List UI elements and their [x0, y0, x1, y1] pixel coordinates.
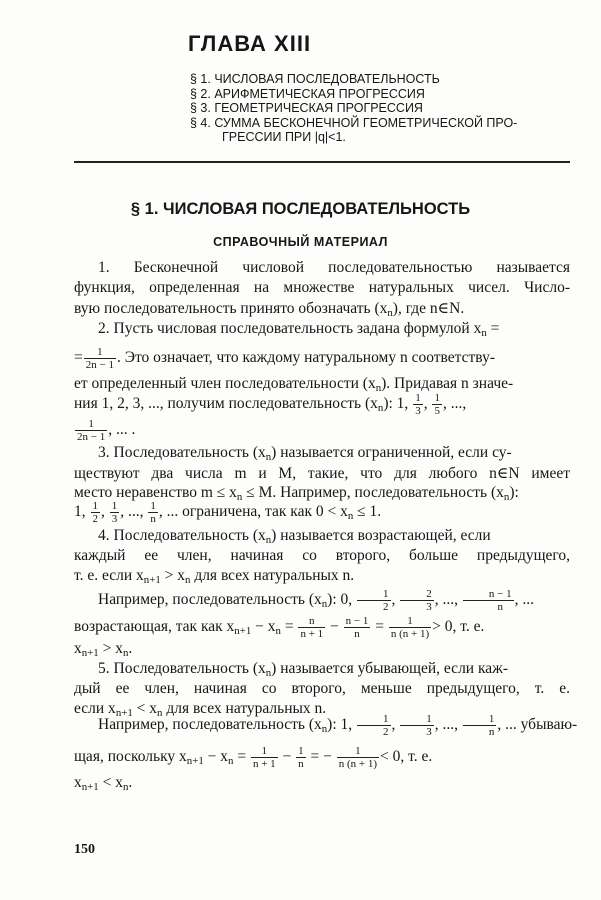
- p4-line: $x_{n+1} > x_n$.: [74, 640, 133, 659]
- p3-line: место неравенство $m \le x_n \le M$. Например, последовательность $(x_n)$:: [74, 484, 519, 503]
- p4-line: т. е. если $x_{n+1} > x_n$ для всех натуральных n.: [74, 567, 355, 586]
- fraction: $\frac{1}{2n - 1}$: [85, 346, 114, 371]
- toc-item: § 2. АРИФМЕТИЧЕСКАЯ ПРОГРЕССИЯ: [190, 86, 425, 101]
- toc-item: § 3. ГЕОМЕТРИЧЕСКАЯ ПРОГРЕССИЯ: [190, 101, 423, 115]
- fraction: $\frac{1}{3}$: [111, 500, 118, 525]
- p2-line: ет определенный член последовательности $(x_n)$. Придавая n значе-: [74, 375, 514, 394]
- chapter-contents: [190, 72, 570, 145]
- fraction: $\frac{2}{3}$: [400, 588, 434, 613]
- section-subtitle: СПРАВОЧНЫЙ МАТЕРИАЛ: [213, 235, 388, 249]
- divider: [74, 161, 570, 163]
- p1-line: вую последовательность принято обозначать $(x_n)$, где n∈N.: [74, 300, 465, 319]
- fraction: $\frac{n - 1}{n}$: [345, 614, 369, 640]
- page-number: 150: [74, 842, 95, 857]
- fraction: $\frac{1}{2}$: [357, 588, 391, 613]
- fraction: $\frac{1}{n (n + 1)}$: [390, 614, 430, 640]
- p4-line: Например, последовательность $(x_n)$: 0, $\frac{1}{2}$ , $\frac{2}{3}$ , ..., $\frac{n - 1}{n}$ , ...: [98, 587, 534, 613]
- p4-line: каждый ее член, начиная со второго, больше предыдущего,: [74, 547, 570, 564]
- fraction: $\frac{n}{n + 1}$: [300, 614, 324, 640]
- fraction: $\frac{1}{n + 1}$: [252, 744, 276, 770]
- p2-line: $\frac{1}{2n - 1}$ , ... .: [77, 418, 136, 443]
- p1-line: 1. Бесконечной числовой последовательностью называется: [98, 259, 570, 276]
- p4-line: возрастающая, так как $x_{n+1} - x_n$ = $\frac{n}{n + 1}$ − $\frac{n - 1}{n}$ = $\frac{1}{n (n + 1)}$ > 0, т. е.: [74, 614, 485, 640]
- p5-line: щая, поскольку $x_{n+1} - x_n$ = $\frac{1}{n + 1}$ − $\frac{1}{n}$ = − $\frac{1}{n (n + 1)}$ < 0, т. е.: [74, 744, 433, 770]
- fraction: $\frac{1}{n}$: [463, 713, 497, 738]
- toc-item: § 1. ЧИСЛОВАЯ ПОСЛЕДОВАТЕЛЬНОСТЬ: [190, 72, 440, 86]
- fraction: $\frac{1}{2}$: [357, 713, 391, 738]
- toc-item-continuation: ГРЕССИИ ПРИ |q|<1.: [222, 130, 346, 144]
- fraction: $\frac{1}{3}$: [400, 713, 434, 738]
- p3-line: 3. Последовательность $(x_n)$ называется ограниченной, если су-: [98, 444, 512, 463]
- p2-line: 2. Пусть числовая последовательность задана формулой $x_n$ =: [98, 320, 500, 339]
- p5-line: если $x_{n+1} < x_n$ для всех натуральных n.: [74, 700, 327, 719]
- p5-line: дый ее член, начиная со второго, меньше предыдущего, т. е.: [74, 680, 570, 697]
- fraction: $\frac{1}{2}$: [92, 500, 98, 525]
- p5-line: $x_{n+1} < x_n$.: [74, 774, 133, 793]
- chapter-title: ГЛАВА XIII: [188, 31, 312, 56]
- p3-line: ществуют два числа m и M, такие, что для любого n∈N имеет: [74, 465, 570, 482]
- fraction: $\frac{1}{5}$: [434, 392, 440, 417]
- fraction: $\frac{n - 1}{n}$: [463, 588, 514, 613]
- p1-line: функция, определенная на множестве натуральных чисел. Число-: [74, 279, 570, 296]
- fraction: $\frac{1}{n}$: [298, 744, 304, 770]
- p5-line: Например, последовательность $(x_n)$: 1, $\frac{1}{2}$ , $\frac{1}{3}$ , ..., $\frac{1}{n}$ , ... убываю-: [98, 712, 578, 738]
- p2-line: = $\frac{1}{2n - 1}$ . Это означает, что каждому натуральному n соответству-: [74, 346, 495, 371]
- fraction: $\frac{1}{3}$: [415, 392, 421, 417]
- p2-line: ния 1, 2, 3, ..., получим последовательность $(x_n)$: 1, $\frac{1}{3}$ , $\frac{1}{5}$ , ...,: [74, 392, 467, 417]
- section-title: § 1. ЧИСЛОВАЯ ПОСЛЕДОВАТЕЛЬНОСТЬ: [130, 200, 471, 218]
- fraction: $\frac{1}{2n - 1}$: [77, 418, 106, 443]
- p5-line: 5. Последовательность $(x_n)$ называется убывающей, если каж-: [98, 660, 509, 679]
- fraction: $\frac{1}{n (n + 1)}$: [338, 744, 378, 770]
- p4-line: 4. Последовательность $(x_n)$ называется возрастающей, если: [98, 527, 491, 546]
- p3-line: 1, $\frac{1}{2}$ , $\frac{1}{3}$ , ..., $\frac{1}{n}$ , ... ограничена, так как $0 < x_n \le 1$.: [74, 500, 382, 525]
- fraction: $\frac{1}{n}$: [150, 500, 156, 525]
- toc-item: [190, 130, 570, 145]
- toc-item: § 4. СУММА БЕСКОНЕЧНОЙ ГЕОМЕТРИЧЕСКОЙ ПРО-: [190, 115, 518, 130]
